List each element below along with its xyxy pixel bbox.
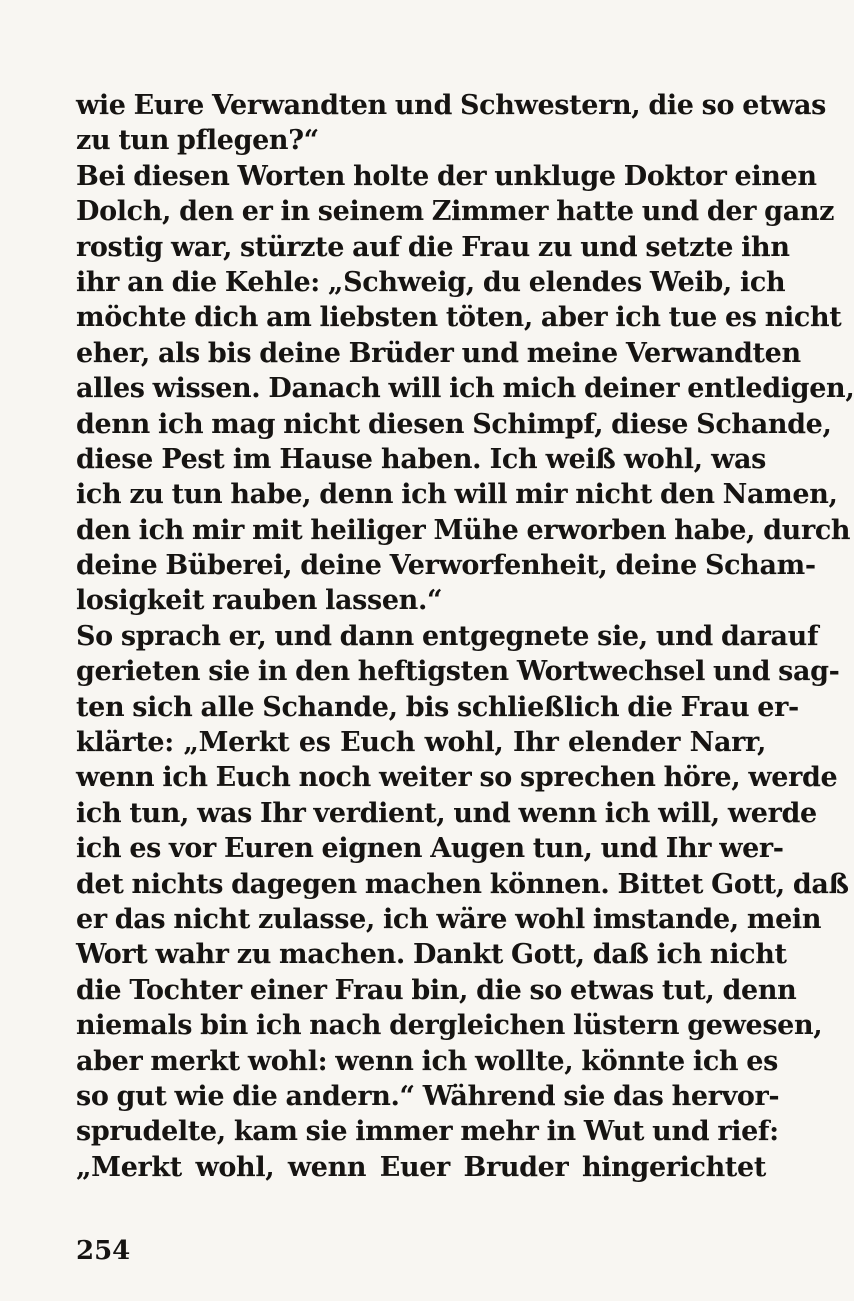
text-line: alles wissen. Danach will ich mich deiner entledigen, (76, 373, 854, 405)
text-line: eher, als bis deine Brüder und meine Verwandten (76, 337, 801, 369)
text-line: wenn ich Euch noch weiter so sprechen höre, werde (76, 762, 838, 794)
text-line: Dolch, den er in seinem Zimmer hatte und der ganz (76, 196, 835, 228)
text-line: losigkeit rauben lassen.“ (76, 585, 443, 617)
text-line: ich zu tun habe, denn ich will mir nicht den Namen, (76, 479, 838, 511)
text-line: sprudelte, kam sie immer mehr in Wut und rief: (76, 1116, 779, 1148)
text-line: ihr an die Kehle: „Schweig, du elendes Weib, ich (76, 266, 786, 298)
text-line: Wort wahr zu machen. Dankt Gott, daß ich nicht (76, 939, 787, 971)
text-line: ich tun, was Ihr verdient, und wenn ich will, werde (76, 797, 817, 829)
text-line: ten sich alle Schande, bis schließlich die Frau er- (76, 691, 799, 723)
text-line: det nichts dagegen machen können. Bittet Gott, daß (76, 868, 849, 900)
text-line: möchte dich am liebsten töten, aber ich tue es nicht (76, 302, 842, 334)
text-line: „Merkt wohl, wenn Euer Bruder hingerichtet (76, 1151, 766, 1183)
text-line: niemals bin ich nach dergleichen lüstern gewesen, (76, 1010, 823, 1042)
text-line: denn ich mag nicht diesen Schimpf, diese Schande, (76, 408, 832, 440)
text-line: wie Eure Verwandten und Schwestern, die so etwas (76, 90, 827, 121)
text-line: Bei diesen Worten holte der unkluge Doktor einen (76, 160, 817, 192)
text-line: so gut wie die andern.“ Während sie das hervor- (76, 1080, 780, 1112)
text-line: er das nicht zulasse, ich wäre wohl imstande, mein (76, 903, 822, 935)
text-line: den ich mir mit heiliger Mühe erworben habe, durch (76, 514, 851, 546)
body-text (76, 88, 854, 1185)
text-line: zu tun pflegen?“ (76, 125, 319, 157)
text-line: gerieten sie in den heftigsten Wortwechsel und sag- (76, 656, 840, 688)
text-line: deine Büberei, deine Verworfenheit, deine Scham- (76, 550, 816, 582)
text-line: aber merkt wohl: wenn ich wollte, könnte ich es (76, 1045, 778, 1077)
text-line: ich es vor Euren eignen Augen tun, und Ihr wer- (76, 833, 784, 865)
text-line: rostig war, stürzte auf die Frau zu und setzte ihn (76, 231, 790, 263)
text-line: klärte: „Merkt es Euch wohl, Ihr elender Narr, (76, 727, 766, 759)
text-line: diese Pest im Hause haben. Ich weiß wohl, was (76, 443, 766, 475)
text-line: So sprach er, und dann entgegnete sie, und darauf (76, 620, 819, 652)
page-number: 254 (76, 1236, 131, 1266)
text-line: die Tochter einer Frau bin, die so etwas tut, denn (76, 974, 797, 1006)
